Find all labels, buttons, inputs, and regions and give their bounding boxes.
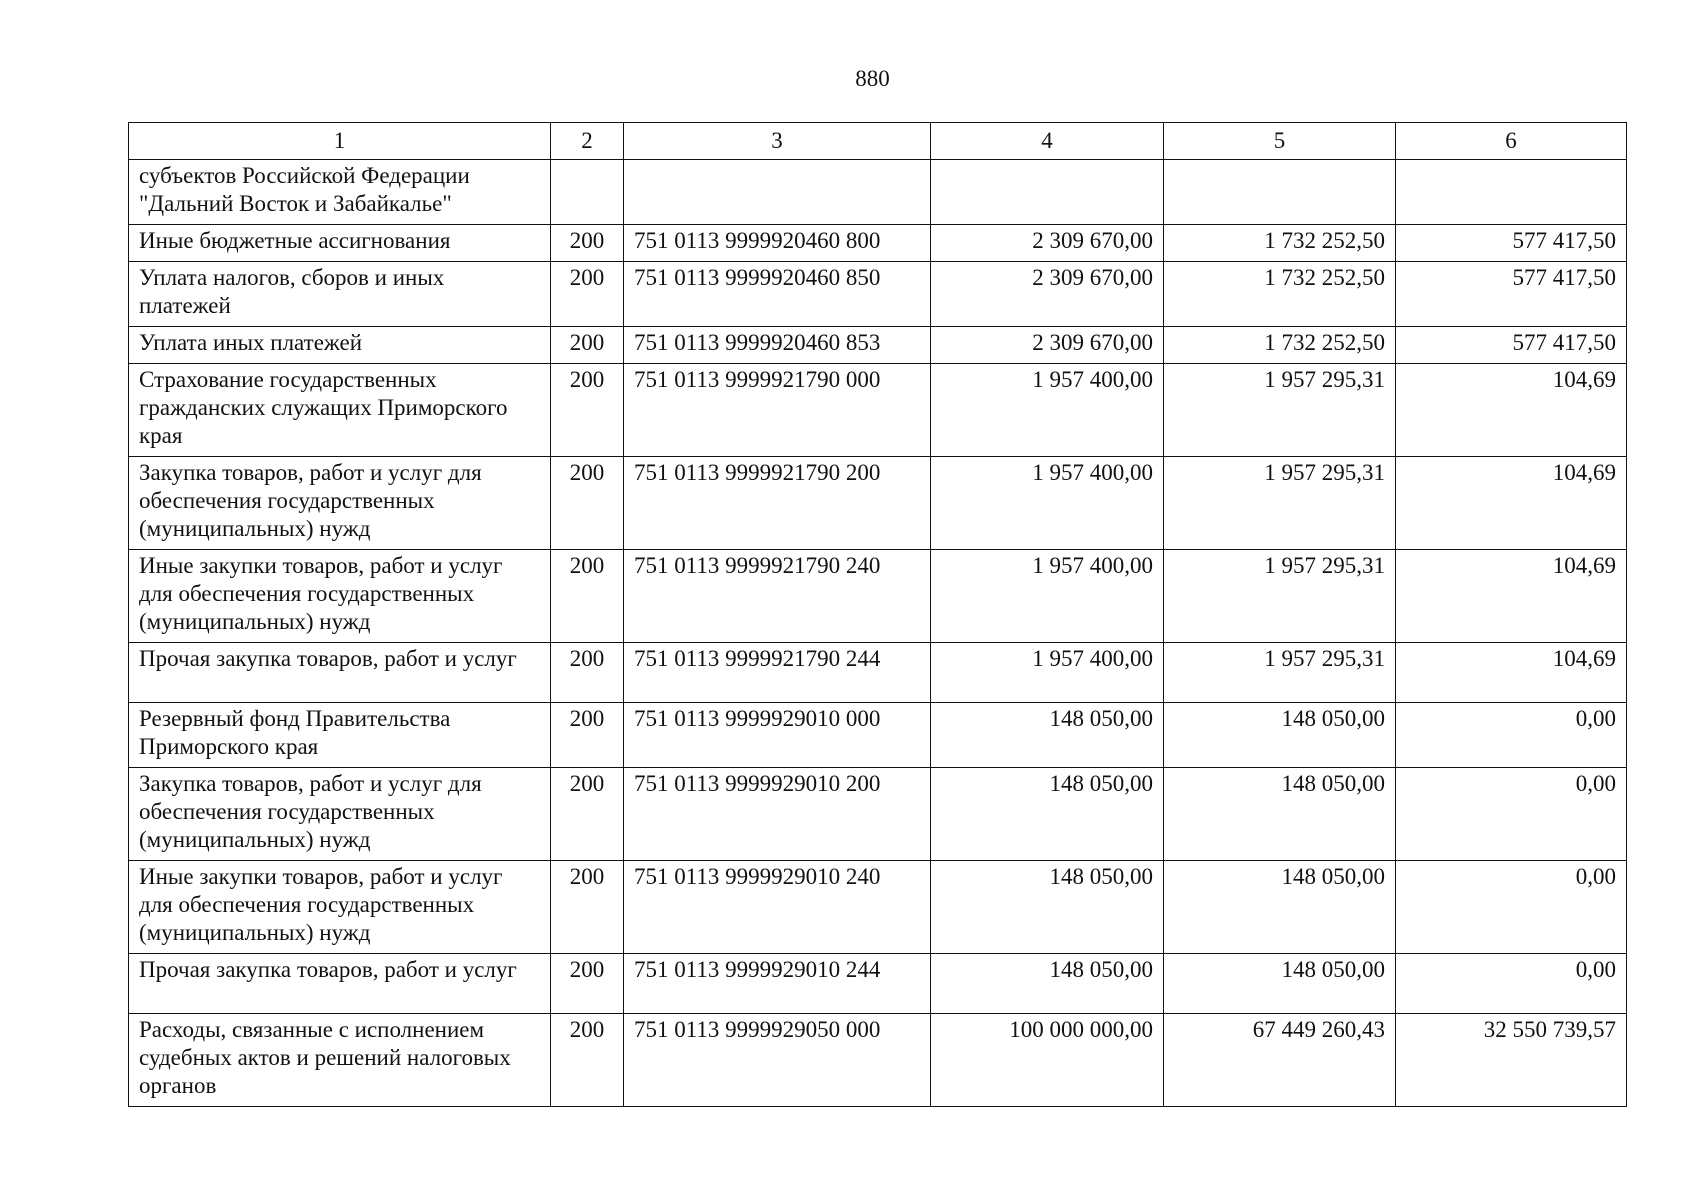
- row-label: Прочая закупка товаров, работ и услуг: [129, 954, 551, 1014]
- table-row: [129, 262, 1627, 327]
- value-column-4: 148 050,00: [931, 861, 1164, 954]
- table-row: [129, 457, 1627, 550]
- row-column-2: 200: [551, 861, 624, 954]
- value-column-5: 1 957 295,31: [1164, 364, 1396, 457]
- table-row: [129, 327, 1627, 364]
- budget-table: [128, 122, 1627, 1107]
- value-column-5: 148 050,00: [1164, 703, 1396, 768]
- row-column-2: 200: [551, 954, 624, 1014]
- row-label: Уплата налогов, сборов и иных платежей: [129, 262, 551, 327]
- table-row: [129, 954, 1627, 1014]
- table-row: [129, 703, 1627, 768]
- value-column-5: 1 732 252,50: [1164, 327, 1396, 364]
- value-column-4: 2 309 670,00: [931, 262, 1164, 327]
- value-column-4: 1 957 400,00: [931, 643, 1164, 703]
- row-column-2: [551, 160, 624, 225]
- value-column-6: 577 417,50: [1396, 327, 1627, 364]
- value-column-6: 0,00: [1396, 861, 1627, 954]
- value-column-5: [1164, 160, 1396, 225]
- budget-classification-code: 751 0113 9999929010 200: [624, 768, 931, 861]
- row-column-2: 200: [551, 768, 624, 861]
- value-column-4: 148 050,00: [931, 768, 1164, 861]
- row-label: Прочая закупка товаров, работ и услуг: [129, 643, 551, 703]
- row-label: Иные закупки товаров, работ и услуг для обеспечения государственных (муниципальных) нужд: [129, 550, 551, 643]
- row-label: субъектов Российской Федерации "Дальний Восток и Забайкалье": [129, 160, 551, 225]
- value-column-6: 104,69: [1396, 364, 1627, 457]
- row-label: Иные бюджетные ассигнования: [129, 225, 551, 262]
- value-column-6: 577 417,50: [1396, 225, 1627, 262]
- table-row: [129, 550, 1627, 643]
- row-column-2: 200: [551, 643, 624, 703]
- row-column-2: 200: [551, 550, 624, 643]
- value-column-6: [1396, 160, 1627, 225]
- value-column-4: 148 050,00: [931, 954, 1164, 1014]
- row-label: Резервный фонд Правительства Приморского края: [129, 703, 551, 768]
- value-column-6: 32 550 739,57: [1396, 1014, 1627, 1107]
- table-row: [129, 160, 1627, 225]
- column-header: 5: [1164, 123, 1396, 160]
- table-header-row: [129, 123, 1627, 160]
- row-label: Закупка товаров, работ и услуг для обеспечения государственных (муниципальных) нужд: [129, 768, 551, 861]
- value-column-5: 148 050,00: [1164, 768, 1396, 861]
- value-column-4: 2 309 670,00: [931, 327, 1164, 364]
- budget-classification-code: 751 0113 9999929010 240: [624, 861, 931, 954]
- row-label: Страхование государственных гражданских служащих Приморского края: [129, 364, 551, 457]
- row-column-2: 200: [551, 262, 624, 327]
- table-row: [129, 861, 1627, 954]
- value-column-6: 0,00: [1396, 954, 1627, 1014]
- row-label: Расходы, связанные с исполнением судебных актов и решений налоговых органов: [129, 1014, 551, 1107]
- value-column-4: 1 957 400,00: [931, 550, 1164, 643]
- value-column-5: 67 449 260,43: [1164, 1014, 1396, 1107]
- value-column-5: 1 957 295,31: [1164, 550, 1396, 643]
- budget-classification-code: 751 0113 9999920460 800: [624, 225, 931, 262]
- budget-classification-code: 751 0113 9999920460 853: [624, 327, 931, 364]
- value-column-5: 1 732 252,50: [1164, 262, 1396, 327]
- value-column-6: 104,69: [1396, 550, 1627, 643]
- column-header: 4: [931, 123, 1164, 160]
- row-column-2: 200: [551, 1014, 624, 1107]
- value-column-5: 1 957 295,31: [1164, 457, 1396, 550]
- value-column-5: 148 050,00: [1164, 861, 1396, 954]
- budget-classification-code: 751 0113 9999921790 244: [624, 643, 931, 703]
- value-column-4: 100 000 000,00: [931, 1014, 1164, 1107]
- budget-classification-code: 751 0113 9999921790 240: [624, 550, 931, 643]
- budget-classification-code: 751 0113 9999929010 244: [624, 954, 931, 1014]
- row-column-2: 200: [551, 327, 624, 364]
- value-column-4: 2 309 670,00: [931, 225, 1164, 262]
- column-header: 1: [129, 123, 551, 160]
- page-number: 880: [855, 66, 890, 91]
- value-column-4: 1 957 400,00: [931, 457, 1164, 550]
- row-label: Иные закупки товаров, работ и услуг для обеспечения государственных (муниципальных) нужд: [129, 861, 551, 954]
- budget-classification-code: 751 0113 9999921790 200: [624, 457, 931, 550]
- budget-classification-code: 751 0113 9999920460 850: [624, 262, 931, 327]
- table-body: [129, 160, 1627, 1107]
- row-column-2: 200: [551, 225, 624, 262]
- row-column-2: 200: [551, 457, 624, 550]
- row-label: Уплата иных платежей: [129, 327, 551, 364]
- value-column-4: 1 957 400,00: [931, 364, 1164, 457]
- value-column-6: 104,69: [1396, 643, 1627, 703]
- value-column-4: [931, 160, 1164, 225]
- value-column-6: 577 417,50: [1396, 262, 1627, 327]
- table-row: [129, 768, 1627, 861]
- value-column-4: 148 050,00: [931, 703, 1164, 768]
- table-row: [129, 364, 1627, 457]
- table-row: [129, 225, 1627, 262]
- row-column-2: 200: [551, 364, 624, 457]
- budget-classification-code: 751 0113 9999929050 000: [624, 1014, 931, 1107]
- column-header: 6: [1396, 123, 1627, 160]
- table-row: [129, 643, 1627, 703]
- column-header: 2: [551, 123, 624, 160]
- value-column-5: 1 957 295,31: [1164, 643, 1396, 703]
- value-column-5: 148 050,00: [1164, 954, 1396, 1014]
- row-label: Закупка товаров, работ и услуг для обеспечения государственных (муниципальных) нужд: [129, 457, 551, 550]
- table-row: [129, 1014, 1627, 1107]
- budget-classification-code: 751 0113 9999921790 000: [624, 364, 931, 457]
- column-header: 3: [624, 123, 931, 160]
- budget-classification-code: 751 0113 9999929010 000: [624, 703, 931, 768]
- value-column-6: 0,00: [1396, 703, 1627, 768]
- row-column-2: 200: [551, 703, 624, 768]
- value-column-6: 0,00: [1396, 768, 1627, 861]
- budget-classification-code: [624, 160, 931, 225]
- value-column-6: 104,69: [1396, 457, 1627, 550]
- value-column-5: 1 732 252,50: [1164, 225, 1396, 262]
